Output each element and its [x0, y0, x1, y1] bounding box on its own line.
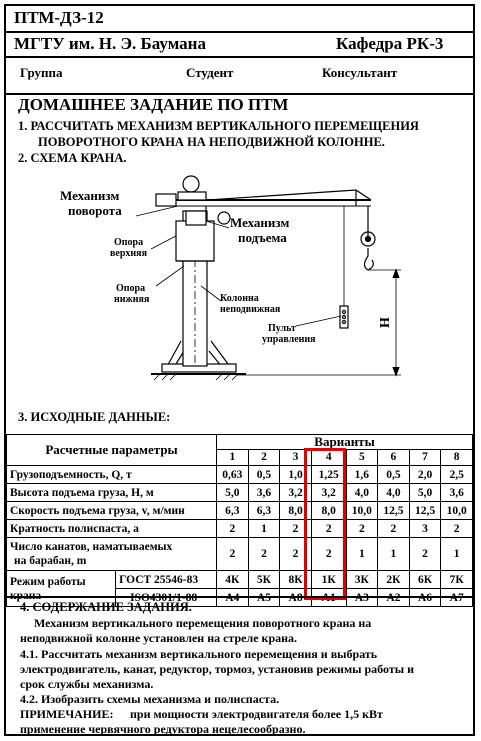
- table-cell: 0,63: [217, 466, 249, 484]
- divider: [6, 31, 473, 33]
- table-cell: 3,6: [441, 484, 473, 502]
- table-cell: 1,0: [280, 466, 312, 484]
- table-cell: 6К: [409, 571, 441, 589]
- table-cell: 1: [378, 538, 410, 571]
- table-cell: 2: [378, 520, 410, 538]
- table-cell: А1: [311, 589, 346, 607]
- content-paragraph: 4.1. Рассчитать механизм вертикального перемещения и выбрать: [20, 647, 378, 661]
- content-paragraph: срок службы механизма.: [20, 677, 154, 691]
- label-upper-support: Опора: [114, 237, 144, 248]
- table-cell: 6,3: [217, 502, 249, 520]
- department-name: Кафедра РК-3: [336, 34, 444, 53]
- table-row: [7, 538, 473, 571]
- content-paragraph: электродвигатель, канат, редуктор, тормоз, установив режимы работы и: [20, 662, 415, 676]
- row-label: Грузоподъемность, Q, т: [7, 466, 217, 484]
- content-paragraph: Механизм вертикального перемещения поворотного крана на: [34, 616, 372, 630]
- table-cell: 4К: [217, 571, 249, 589]
- table-cell: 3К: [346, 571, 378, 589]
- student-label: Студент: [186, 65, 234, 80]
- table-cell: 2: [280, 538, 312, 571]
- table-row: [7, 466, 473, 484]
- table-cell: 2К: [378, 571, 410, 589]
- table-cell: 1,6: [346, 466, 378, 484]
- section-initial-data: 3. ИСХОДНЫЕ ДАННЫЕ:: [18, 410, 171, 424]
- selected-variant-highlight: [304, 448, 346, 600]
- table-cell: 2: [280, 520, 312, 538]
- note-text: при мощности электродвигателя более 1,5 кВт: [130, 707, 383, 721]
- table-cell: 1К: [311, 571, 346, 589]
- gost-label: ГОСТ 25546-83: [116, 571, 217, 589]
- table-cell: 2,5: [441, 466, 473, 484]
- table-cell: 2: [217, 538, 249, 571]
- table-row: [7, 520, 473, 538]
- table-cell: 2: [248, 538, 280, 571]
- divider: [6, 596, 473, 598]
- iso-label: ISO4301/1-88: [116, 589, 217, 607]
- label-lower-support: Опора: [116, 283, 146, 294]
- table-cell: 2: [311, 538, 346, 571]
- mode-label: Режим работы крана: [7, 571, 116, 607]
- ropes-label: Число канатов, наматываемых на барабан, m: [7, 538, 217, 571]
- note-text-cont: применение червячного редуктора нецелесообразно.: [20, 722, 306, 736]
- variants-header: Варианты: [217, 435, 473, 450]
- task-item-2: 2. СХЕМА КРАНА.: [18, 151, 127, 165]
- table-cell: 12,5: [409, 502, 441, 520]
- table-cell: 1: [346, 538, 378, 571]
- divider: [6, 56, 473, 58]
- table-cell: 1: [441, 538, 473, 571]
- task-item-1-cont: ПОВОРОТНОГО КРАНА НА НЕПОДВИЖНОЙ КОЛОННЕ.: [38, 135, 385, 149]
- label-rotation-mechanism-2: поворота: [68, 203, 122, 218]
- university-name: МГТУ им. Н. Э. Баумана: [14, 34, 206, 53]
- param-header: Расчетные параметры: [7, 435, 217, 466]
- table-cell: 8,0: [311, 502, 346, 520]
- row-label: Скорость подъема груза, v, м/мин: [7, 502, 217, 520]
- table-cell: 2: [441, 520, 473, 538]
- table-cell: 1: [248, 520, 280, 538]
- table-cell: 7К: [441, 571, 473, 589]
- parameters-table: [6, 434, 473, 607]
- table-row: [7, 502, 473, 520]
- table-cell: А3: [346, 589, 378, 607]
- label-pendant-2: управления: [262, 334, 316, 345]
- table-cell: 3,6: [248, 484, 280, 502]
- document-code: ПТМ-ДЗ-12: [14, 8, 104, 27]
- table-cell: 12,5: [378, 502, 410, 520]
- table-row: [7, 484, 473, 502]
- label-column: Колонна: [220, 293, 259, 304]
- label-pendant: Пульт: [268, 323, 296, 334]
- table-cell: 6,3: [248, 502, 280, 520]
- content-paragraph: 4.2. Изобразить схемы механизма и полиспаста.: [20, 692, 280, 706]
- variant-number: 1: [217, 449, 249, 465]
- variant-number: 5: [346, 449, 378, 465]
- table-cell: 4,0: [346, 484, 378, 502]
- table-cell: 2: [217, 520, 249, 538]
- note-label: ПРИМЕЧАНИЕ:: [20, 707, 114, 721]
- table-cell: А6: [409, 589, 441, 607]
- label-rotation-mechanism: Механизм: [60, 188, 120, 203]
- content-paragraph: неподвижной колонне установлен на стреле крана.: [20, 631, 298, 645]
- table-cell: 5К: [248, 571, 280, 589]
- table-cell: 5,0: [217, 484, 249, 502]
- variant-number: 4: [311, 449, 346, 465]
- row-label: Кратность полиспаста, а: [7, 520, 217, 538]
- variant-number: 7: [409, 449, 441, 465]
- page-title: ДОМАШНЕЕ ЗАДАНИЕ ПО ПТМ: [18, 95, 289, 114]
- task-item-1: 1. РАССЧИТАТЬ МЕХАНИЗМ ВЕРТИКАЛЬНОГО ПЕРЕМЕЩЕНИЯ: [18, 119, 419, 133]
- table-cell: А7: [441, 589, 473, 607]
- table-cell: 0,5: [248, 466, 280, 484]
- label-column-2: неподвижная: [220, 304, 281, 315]
- table-row: [7, 571, 473, 589]
- label-lower-support-2: нижняя: [114, 294, 150, 305]
- consultant-label: Консультант: [322, 65, 398, 80]
- table-cell: 3: [409, 520, 441, 538]
- table-cell: 8,0: [280, 502, 312, 520]
- table-cell: А2: [378, 589, 410, 607]
- table-cell: 2: [409, 538, 441, 571]
- variant-number: 8: [441, 449, 473, 465]
- table-cell: 10,0: [346, 502, 378, 520]
- table-cell: 5,0: [409, 484, 441, 502]
- variant-number: 2: [248, 449, 280, 465]
- table-cell: 8К: [280, 571, 312, 589]
- table-cell: 0,5: [378, 466, 410, 484]
- group-label: Группа: [20, 65, 63, 80]
- label-lifting-mechanism: Механизм: [230, 215, 290, 230]
- crane-diagram: [6, 166, 473, 396]
- table-cell: 2: [311, 520, 346, 538]
- table-cell: 10,0: [441, 502, 473, 520]
- table-cell: 2: [346, 520, 378, 538]
- label-height-h: H: [378, 317, 393, 328]
- assignment-sheet: [4, 4, 475, 736]
- table-cell: 2,0: [409, 466, 441, 484]
- label-lifting-mechanism-2: подъема: [238, 230, 287, 245]
- table-cell: 1,25: [311, 466, 346, 484]
- table-cell: А5: [248, 589, 280, 607]
- label-upper-support-2: верхняя: [110, 248, 147, 259]
- table-cell: 3,2: [280, 484, 312, 502]
- table-cell: 4,0: [378, 484, 410, 502]
- row-label: Высота подъема груза, H, м: [7, 484, 217, 502]
- variant-number: 6: [378, 449, 410, 465]
- table-cell: А4: [217, 589, 249, 607]
- table-cell: 3,2: [311, 484, 346, 502]
- content-heading: 4. СОДЕРЖАНИЕ ЗАДАНИЯ.: [20, 600, 192, 614]
- table-cell: А8: [280, 589, 312, 607]
- variant-number: 3: [280, 449, 312, 465]
